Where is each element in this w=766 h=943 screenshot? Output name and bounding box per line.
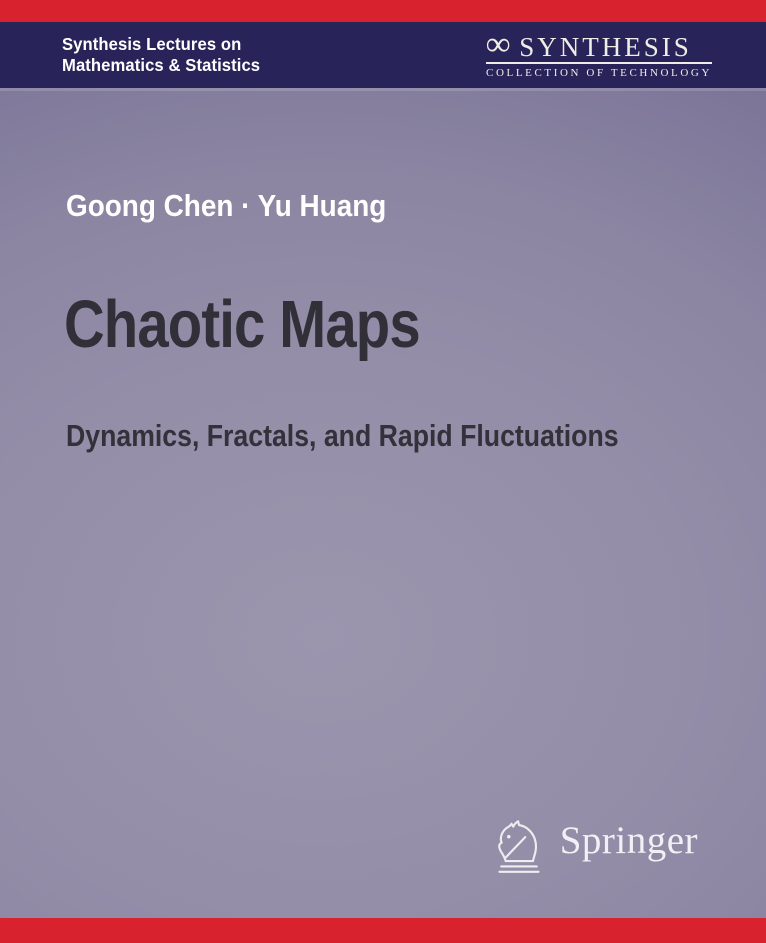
book-subtitle: Dynamics, Fractals, and Rapid Fluctuations (66, 418, 619, 453)
synthesis-logo (486, 26, 712, 79)
springer-logo (490, 814, 698, 878)
synthesis-tagline: COLLECTION OF TECHNOLOGY (486, 67, 712, 79)
series-title-line2: Mathematics & Statistics (62, 55, 261, 75)
book-title: Chaotic Maps (64, 287, 420, 362)
cover-body (0, 88, 766, 918)
infinity-icon: ∞ (486, 26, 511, 63)
springer-wordmark: Springer (559, 818, 698, 862)
top-red-band (0, 0, 766, 22)
series-title (62, 34, 260, 76)
authors: Goong Chen · Yu Huang (66, 188, 387, 223)
header-band (0, 22, 766, 88)
synthesis-logo-row (486, 26, 712, 64)
synthesis-wordmark: SYNTHESIS (519, 32, 692, 62)
springer-horse-icon (490, 814, 548, 878)
bottom-red-band (0, 918, 766, 943)
series-title-line1: Synthesis Lectures on (62, 34, 242, 54)
body-top-highlight (0, 88, 766, 91)
